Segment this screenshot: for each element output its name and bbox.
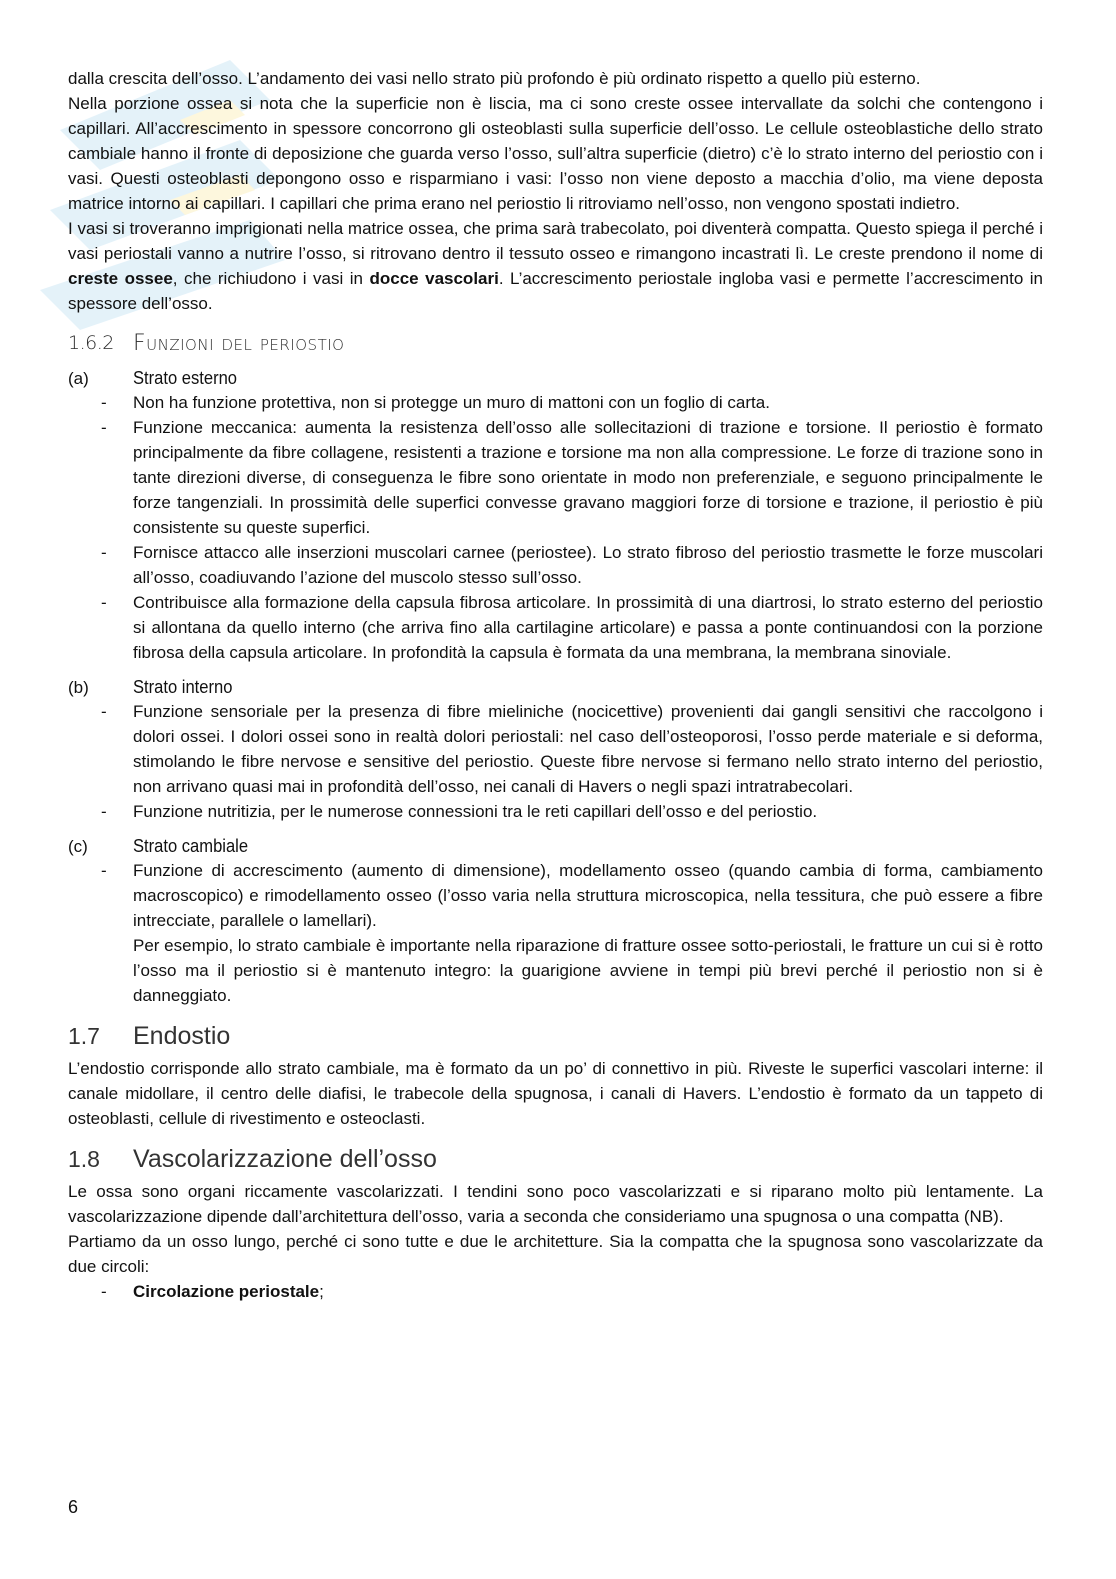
list-item: - Fornisce attacco alle inserzioni muscolari carnee (periostee). Lo strato fibroso del periostio trasmette le forze muscolari all’osso, coadiuvando l’azione del muscolo stesso sull’osso. [68,540,1043,590]
document-page [68,66,1043,1304]
list-item: - Funzione di accrescimento (aumento di dimensione), modellamento osseo (quando cambia di forma, cambiamento macroscopico) e rimodellamento osseo (l’osso varia nella struttura microscopica, nella tessitura, che può essere a fibre intrecciate, parallele o lamellari). Per esempio, lo strato cambiale è importante nella riparazione di fratture ossee sotto-periostali, le fratture un cui si è rotto l’osso ma il periostio si è mantenuto integro: la guarigione avviene in tempi più brevi perché il periostio non si è danneggiato. [68,858,1043,1008]
list-item: - Contribuisce alla formazione della capsula fibrosa articolare. In prossimità di una diartrosi, lo strato esterno del periostio si allontana da quello interno (che arriva fino alla cartilagine articolare) e passa a ponte continuandosi con la porzione fibrosa della capsula articolare. In profondità la capsula è formata da una membrana, la membrana sinoviale. [68,590,1043,665]
term-creste-ossee: creste ossee [68,269,173,288]
list-item: - Circolazione periostale; [68,1279,1043,1304]
heading-number: 1.6.2 [68,331,114,354]
list-strato-cambiale [68,858,1043,1008]
heading-title: Vascolarizzazione dell’osso [133,1144,437,1173]
subheading-c: (c) Strato cambiale [68,835,249,856]
endostio-paragraph: L’endostio corrisponde allo strato cambiale, ma è formato da un po’ di connettivo in più. Riveste le superfici vascolari interne: il canale midollare, il centro delle diafisi, le trabecole della spugnosa, i canali di Havers. L’endostio è formato da un tappeto di osteoblasti, cellule di rivestimento e osteoclasti. [68,1059,1043,1128]
list-item: - Funzione meccanica: aumenta la resistenza dell’osso alle sollecitazioni di trazione e torsione. Il periostio è formato principalmente da fibre collagene, resistenti a trazione e torsione ma non alla compressione. Le forze di trazione sono in tante direzioni diverse, di conseguenza le fibre sono orientate in modo non preferenziale, e seguono principalmente le forze tangenziali. In prossimità delle superfici convesse gravano maggiori forze di torsione e trazione, il periostio è più consistente su queste superfici. [68,415,1043,540]
list-item: - Funzione sensoriale per la presenza di fibre mieliniche (nocicettive) provenienti dai gangli sensitivi che raccolgono i dolori ossei. I dolori ossei sono in realtà dolori periostali: nel caso dell’osteoporosi, l’osso perde materiale e si deforma, stimolando le fibre nervose e sensitive del periostio. Queste fibre nervose si fermano nello strato interno del periostio, non arrivano quasi mai in profondità dell’osso, nei canali di Havers o negli spazi intratrabecolari. [68,699,1043,799]
term-docce-vascolari: docce vascolari [369,269,499,288]
subheading-a: (a) Strato esterno [68,367,238,388]
heading-1-7 [68,1020,1043,1052]
intro-paragraph-2: Nella porzione ossea si nota che la superficie non è liscia, ma ci sono creste ossee intervallate da solchi che contengono i capillari. All’accrescimento in spessore concorrono gli osteoblasti sulla superficie dell’osso. Le cellule osteoblastiche dello strato cambiale hanno il fronte di deposizione che guarda verso l’osso, sull’altra superficie (dietro) c’è lo strato interno del periostio con i vasi. Questi osteoblasti depongono osso e risparmiano i vasi: l’osso non viene deposto a macchia d’olio, ma viene deposta matrice intorno ai capillari. I capillari che prima erano nel periostio li ritroviamo nell’osso, non vengono spostati indietro. [68,94,1043,213]
list-strato-esterno [68,390,1043,665]
page-number: 6 [68,1497,79,1517]
heading-number: 1.7 [68,1022,100,1049]
list-circoli [68,1279,1043,1304]
heading-title: Funzioni del periostio [133,330,345,356]
heading-1-8 [68,1143,1043,1175]
intro-paragraph-1: dalla crescita dell’osso. L’andamento dei vasi nello strato più profondo è più ordinato rispetto a quello più esterno. [68,69,921,88]
list-strato-interno [68,699,1043,824]
vascolarizzazione-paragraph-1: Le ossa sono organi riccamente vascolarizzati. I tendini sono poco vascolarizzati e si riparano molto più lentamente. La vascolarizzazione dipende dall’architettura dell’osso, varia a seconda che consideriamo una spugnosa o una compatta (NB). [68,1182,1043,1226]
heading-number: 1.8 [68,1145,100,1172]
heading-title: Endostio [133,1021,231,1050]
vascolarizzazione-paragraph-2: Partiamo da un osso lungo, perché ci sono tutte e due le architetture. Sia la compatta che la spugnosa sono vascolarizzate da due circoli: [68,1232,1043,1276]
heading-1-6-2 [68,326,1043,360]
subheading-b: (b) Strato interno [68,676,233,697]
list-item: - Funzione nutritizia, per le numerose connessioni tra le reti capillari dell’osso e del periostio. [68,799,1043,824]
list-item: - Non ha funzione protettiva, non si protegge un muro di mattoni con un foglio di carta. [68,390,1043,415]
intro-paragraph-3: I vasi si troveranno imprigionati nella matrice ossea, che prima sarà trabecolato, poi diventerà compatta. Questo spiega il perché i vasi periostali vanno a nutrire l’osso, si ritrovano dentro il tessuto osseo e rimangono incastrati lì. Le creste prendono il nome di creste ossee, che richiudono i vasi in docce vascolari. L’accrescimento periostale ingloba vasi e permette l’accrescimento in spessore dell’osso. [68,219,1044,313]
